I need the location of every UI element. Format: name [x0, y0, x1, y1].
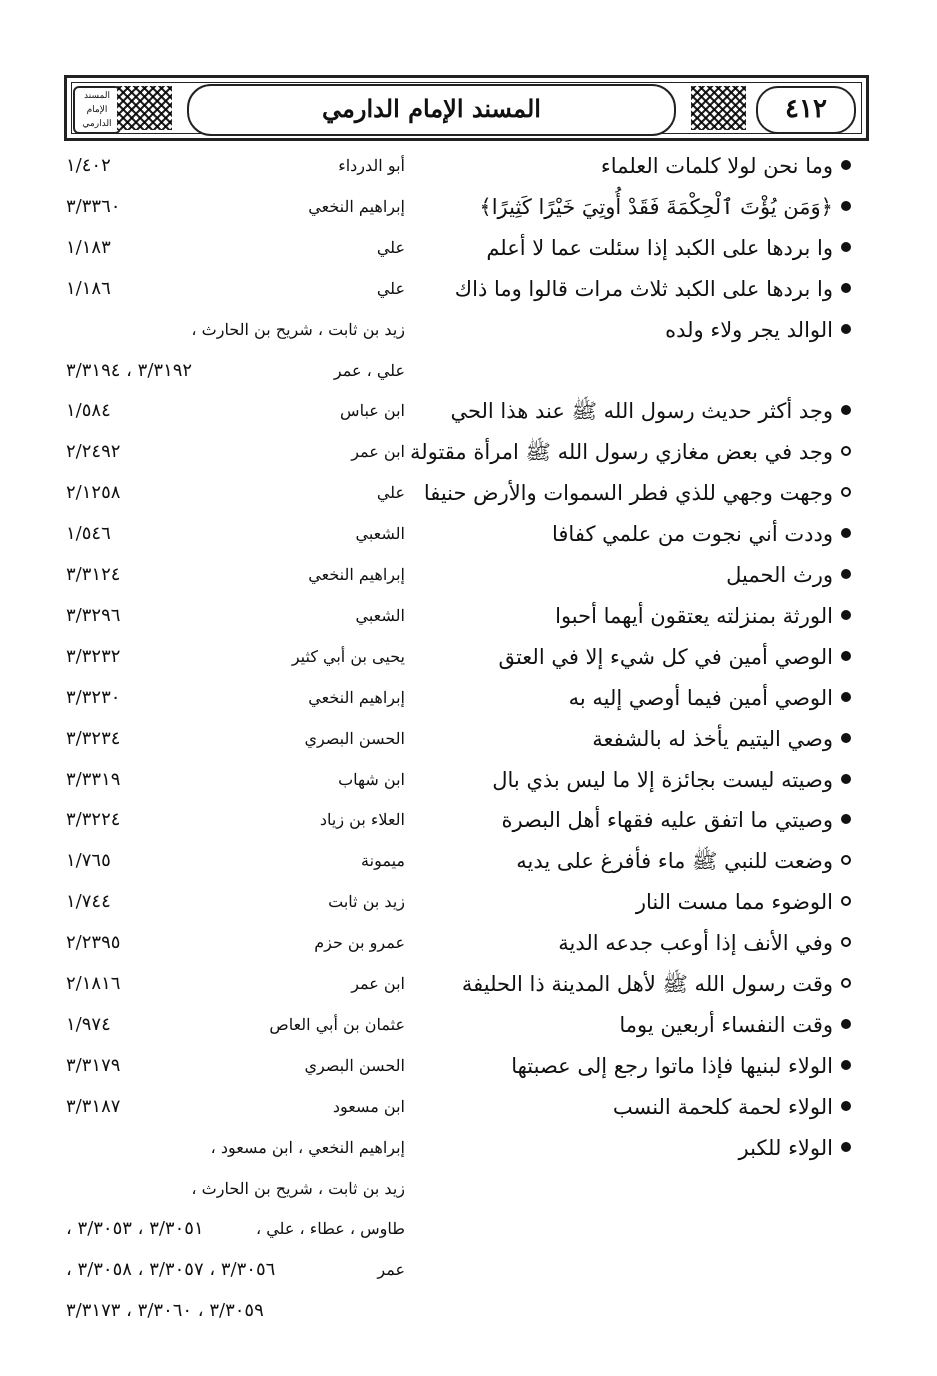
entry-reference: ٣/٣١٩٢ ، ٣/٣١٩٤ — [66, 359, 193, 381]
entry-reference: ١/٥٨٤ — [66, 400, 111, 422]
entry-narrators: عثمان بن أبي العاص — [269, 1014, 405, 1034]
entry-reference: ١/٧٤٤ — [66, 891, 111, 913]
entry-reference: ٢/٢٣٩٥ — [66, 932, 121, 954]
entry-narrators: ابن عباس — [340, 401, 405, 421]
entry-reference: ٢/١٨١٦ — [66, 973, 121, 994]
index-entry — [0, 228, 937, 268]
open-bullet-icon — [841, 937, 851, 947]
open-bullet-icon — [841, 978, 851, 988]
entry-reference: ٣/٣١٢٤ — [66, 564, 121, 585]
open-bullet-icon — [841, 446, 851, 456]
entry-text: وجد في بعض مغازي رسول الله ﷺ امرأة مقتولة — [409, 440, 833, 465]
filled-bullet-icon — [841, 528, 851, 538]
index-entry — [0, 473, 937, 513]
entry-narrators: زيد بن ثابت — [328, 892, 405, 912]
emblem-text: المسند الإمام الدارمي — [82, 91, 112, 129]
entry-narrators: علي — [376, 278, 405, 298]
index-entry — [0, 1087, 937, 1127]
entry-narrators: ابن شهاب — [338, 769, 405, 789]
filled-bullet-icon — [841, 610, 851, 620]
entry-text: الوالد يجر ولاء ولده — [665, 317, 833, 342]
entry-text: الوصي أمين فيما أوصي إليه به — [568, 685, 833, 710]
entry-narrators: الشعبي — [355, 605, 405, 625]
entry-text: وصيته ليست بجائزة إلا ما ليس بذي بال — [492, 767, 833, 792]
index-entry — [0, 432, 937, 472]
filled-bullet-icon — [841, 1060, 851, 1070]
entry-text: وصيتي ما اتفق عليه فقهاء أهل البصرة — [501, 808, 833, 833]
index-entry — [0, 719, 937, 759]
entry-reference: ٣/٣٠٥٦ ، ٣/٣٠٥٧ ، ٣/٣٠٥٨ ، — [66, 1259, 276, 1281]
entry-reference: ٣/٣٢٣٤ — [66, 727, 121, 749]
entry-narrators: عمرو بن حزم — [314, 933, 405, 953]
index-entry — [0, 923, 937, 963]
entry-narrators: ابن عمر — [351, 974, 405, 993]
index-entry — [0, 1209, 937, 1249]
index-entry — [0, 310, 937, 350]
entry-reference: ١/١٨٣ — [66, 236, 111, 258]
index-entry — [0, 555, 937, 595]
entry-narrators: العلاء بن زياد — [319, 810, 405, 830]
entry-reference: ١/٥٤٦ — [66, 523, 111, 545]
entry-narrators: علي ، عمر — [333, 360, 405, 380]
entry-text: الورثة بمنزلته يعتقون أيهما أحبوا — [555, 603, 833, 628]
entry-reference: ٣/٣٣١٩ — [66, 768, 121, 790]
entry-narrators: إبراهيم النخعي — [308, 687, 405, 707]
entry-narrators: ابن مسعود — [332, 1096, 405, 1116]
entry-reference: ١/٩٧٤ — [66, 1013, 111, 1035]
entry-reference: ١/٧٦٥ — [66, 850, 111, 872]
filled-bullet-icon — [841, 651, 851, 661]
index-entry — [0, 1169, 937, 1209]
entry-text: وددت أني نجوت من علمي كفافا — [551, 522, 833, 547]
entry-text: وا بردها على الكبد ثلاث مرات قالوا وما ذاك — [454, 276, 833, 301]
entry-reference: ٣/٣٠٥٩ ، ٣/٣٠٦٠ ، ٣/٣١٧٣ — [66, 1300, 264, 1322]
index-entry — [0, 964, 937, 1004]
entry-narrators: طاوس ، عطاء ، علي ، — [255, 1219, 405, 1239]
open-bullet-icon — [841, 896, 851, 906]
entry-reference: ٣/٣١٧٩ — [66, 1054, 121, 1076]
entry-text: وجهت وجهي للذي فطر السموات والأرض حنيفا — [423, 481, 833, 506]
filled-bullet-icon — [841, 569, 851, 579]
index-entry — [0, 1250, 937, 1290]
entry-text: وما نحن لولا كلمات العلماء — [600, 154, 833, 178]
index-entry — [0, 514, 937, 554]
entry-narrators: يحيى بن أبي كثير — [291, 646, 405, 666]
index-entry — [0, 269, 937, 309]
index-entry — [0, 146, 937, 186]
entry-text: الوضوء مما مست النار — [635, 890, 833, 915]
entry-narrators: إبراهيم النخعي — [308, 565, 405, 584]
entry-text: وقت رسول الله ﷺ لأهل المدينة ذا الحليفة — [461, 972, 833, 996]
entry-text: الولاء للكبر — [738, 1135, 833, 1160]
filled-bullet-icon — [841, 1019, 851, 1029]
entry-text: وضعت للنبي ﷺ ماء فأفرغ على يديه — [516, 849, 833, 874]
filled-bullet-icon — [841, 692, 851, 702]
filled-bullet-icon — [841, 405, 851, 415]
entry-narrators: ميمونة — [361, 851, 405, 871]
filled-bullet-icon — [841, 814, 851, 824]
index-entry — [0, 637, 937, 677]
entry-reference: ٣/٣٣٦٠ — [66, 195, 121, 217]
filled-bullet-icon — [841, 201, 851, 211]
index-entry — [0, 187, 937, 227]
entry-text: ورث الحميل — [726, 563, 833, 587]
filled-bullet-icon — [841, 774, 851, 784]
filled-bullet-icon — [841, 242, 851, 252]
entry-text: وا بردها على الكبد إذا سئلت عما لا أعلم — [486, 235, 833, 260]
index-entry — [0, 678, 937, 718]
entry-text: وصي اليتيم يأخذ له بالشفعة — [592, 726, 833, 751]
entry-reference: ٣/٣٢٣٢ — [66, 645, 121, 667]
entry-narrators: علي — [376, 237, 405, 257]
page-header — [64, 75, 869, 141]
entry-reference: ٣/٣٢٢٤ — [66, 809, 121, 831]
entry-text: وفي الأنف إذا أوعب جدعه الدية — [558, 931, 833, 956]
page-number: ٤١٢ — [756, 86, 856, 134]
running-title: المسند الإمام الدارمي — [187, 84, 676, 136]
entry-text: وجد أكثر حديث رسول الله ﷺ عند هذا الحي — [450, 399, 833, 424]
entry-narrators: زيد بن ثابت ، شريح بن الحارث ، — [191, 1178, 405, 1198]
entry-reference: ٢/٢٤٩٢ — [66, 441, 121, 463]
index-entry — [0, 1046, 937, 1086]
index-entry — [0, 391, 937, 431]
entry-narrators: الحسن البصري — [304, 1055, 405, 1075]
filled-bullet-icon — [841, 1101, 851, 1111]
entry-reference: ١/١٨٦ — [66, 277, 111, 299]
entry-reference: ٣/٣١٨٧ — [66, 1095, 121, 1117]
entry-text: الوصي أمين في كل شيء إلا في العتق — [498, 644, 833, 669]
filled-bullet-icon — [841, 733, 851, 743]
open-bullet-icon — [841, 855, 851, 865]
entry-narrators: ابن عمر — [351, 442, 405, 462]
filled-bullet-icon — [841, 1142, 851, 1152]
entry-text: ﴿وَمَن يُؤْتَ ٱلْحِكْمَةَ فَقَدْ أُوتِيَ خَيْرًا كَثِيرًا﴾ — [479, 194, 833, 219]
filled-bullet-icon — [841, 324, 851, 334]
entry-narrators: الشعبي — [355, 524, 405, 544]
entry-text: الولاء لحمة كلحمة النسب — [612, 1094, 833, 1119]
index-entry — [0, 800, 937, 840]
index-entry — [0, 882, 937, 922]
entry-reference: ٣/٣٢٩٦ — [66, 604, 121, 626]
index-entry — [0, 351, 937, 391]
entry-text: وقت النفساء أربعين يوما — [619, 1012, 833, 1037]
entry-reference: ٣/٣٠٥١ ، ٣/٣٠٥٣ ، — [66, 1218, 204, 1240]
entry-narrators: إبراهيم النخعي ، ابن مسعود ، — [210, 1137, 405, 1157]
index-entry — [0, 1128, 937, 1168]
header-emblem — [73, 86, 121, 134]
ornament-right — [691, 86, 746, 130]
entry-text: الولاء لبنيها فإذا ماتوا رجع إلى عصبتها — [511, 1053, 833, 1078]
filled-bullet-icon — [841, 160, 851, 170]
index-entry — [0, 1291, 937, 1331]
index-entry — [0, 1005, 937, 1045]
open-bullet-icon — [841, 487, 851, 497]
entry-narrators: إبراهيم النخعي — [308, 196, 405, 216]
entry-narrators: عمر — [377, 1260, 405, 1280]
index-entry — [0, 760, 937, 800]
index-entry — [0, 841, 937, 881]
entry-reference: ١/٤٠٢ — [66, 155, 111, 176]
entry-narrators: زيد بن ثابت ، شريح بن الحارث ، — [191, 319, 405, 339]
ornament-left — [117, 86, 172, 130]
entry-narrators: علي — [376, 483, 405, 503]
entry-narrators: أبو الدرداء — [338, 156, 405, 175]
index-entry — [0, 596, 937, 636]
entry-reference: ٢/١٢٥٨ — [66, 482, 121, 504]
entry-reference: ٣/٣٢٣٠ — [66, 686, 121, 708]
filled-bullet-icon — [841, 283, 851, 293]
entry-narrators: الحسن البصري — [304, 728, 405, 748]
